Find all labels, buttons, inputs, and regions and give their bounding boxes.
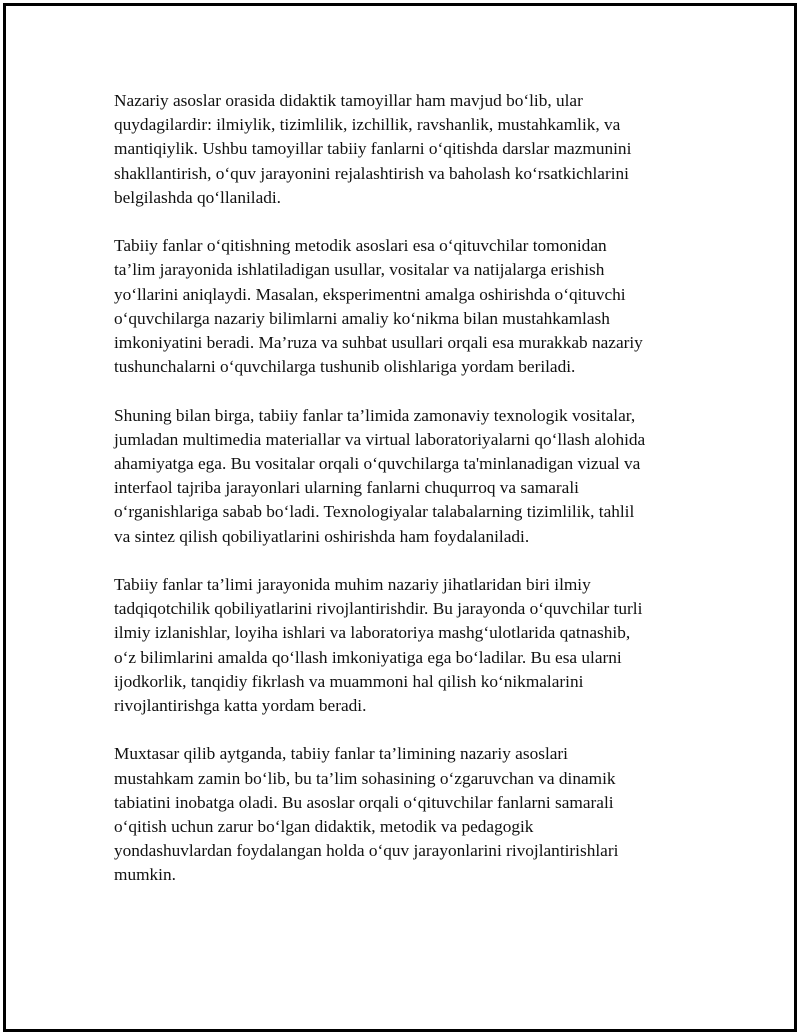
text-line: rivojlantirishga katta yordam beradi.	[114, 696, 367, 716]
text-line: mantiqiylik. Ushbu tamoyillar tabiiy fanlarni o‘qitishda darslar mazmunini	[114, 139, 632, 159]
paragraph-4	[114, 573, 714, 718]
text-line: ijodkorlik, tanqidiy fikrlash va muammoni hal qilish ko‘nikmalarini	[114, 671, 584, 691]
paragraph-2	[114, 234, 714, 379]
text-line: ilmiy izlanishlar, loyiha ishlari va laboratoriya mashg‘ulotlarida qatnashib,	[114, 623, 631, 643]
text-line: belgilashda qo‘llaniladi.	[114, 187, 282, 207]
text-line: tadqiqotchilik qobiliyatlarini rivojlantirishdir. Bu jarayonda o‘quvchilar turli	[114, 599, 643, 619]
text-line: shakllantirish, o‘quv jarayonini rejalashtirish va baholash ko‘rsatkichlarini	[114, 163, 629, 183]
paragraph-5	[114, 742, 714, 887]
text-line: o‘quvchilarga nazariy bilimlarni amaliy ko‘nikma bilan mustahkamlash	[114, 308, 610, 328]
document-body	[114, 89, 714, 912]
paragraph-1	[114, 89, 714, 210]
text-line: ahamiyatga ega. Bu vositalar orqali o‘quvchilarga ta'minlanadigan vizual va	[114, 454, 641, 474]
text-line: interfaol tajriba jarayonlari ularning fanlarni chuqurroq va samarali	[114, 478, 579, 498]
text-line: Muxtasar qilib aytganda, tabiiy fanlar ta’limining nazariy asoslari	[114, 744, 568, 764]
text-line: yo‘llarini aniqlaydi. Masalan, eksperimentni amalga oshirishda o‘qituvchi	[114, 284, 626, 304]
text-line: mustahkam zamin bo‘lib, bu ta’lim sohasining o‘zgaruvchan va dinamik	[114, 768, 616, 788]
paragraph-3	[114, 404, 714, 549]
text-line: Nazariy asoslar orasida didaktik tamoyillar ham mavjud bo‘lib, ular	[114, 91, 583, 110]
text-line: o‘rganishlariga sabab bo‘ladi. Texnologiyalar talabalarning tizimlilik, tahlil	[114, 502, 635, 522]
text-line: tushunchalarni o‘quvchilarga tushunib olishlariga yordam beriladi.	[114, 357, 576, 377]
text-line: jumladan multimedia materiallar va virtual laboratoriyalarni qo‘llash alohida	[114, 429, 646, 449]
text-line: ta’lim jarayonida ishlatiladigan usullar, vositalar va natijalarga erishish	[114, 260, 605, 280]
text-line: mumkin.	[114, 865, 176, 885]
text-line: imkoniyatini beradi. Ma’ruza va suhbat usullari orqali esa murakkab nazariy	[114, 333, 643, 353]
text-line: yondashuvlardan foydalangan holda o‘quv jarayonlarini rivojlantirishlari	[114, 841, 619, 861]
text-line: Shuning bilan birga, tabiiy fanlar ta’limida zamonaviy texnologik vositalar,	[114, 405, 636, 425]
text-line: Tabiiy fanlar o‘qitishning metodik asoslari esa o‘qituvchilar tomonidan	[114, 236, 607, 256]
text-line: quydagilardir: ilmiylik, tizimlilik, izchillik, ravshanlik, mustahkamlik, va	[114, 115, 621, 135]
text-line: Tabiiy fanlar ta’limi jarayonida muhim nazariy jihatlaridan biri ilmiy	[114, 575, 591, 595]
text-line: o‘z bilimlarini amalda qo‘llash imkoniyatiga ega bo‘ladilar. Bu esa ularni	[114, 647, 622, 667]
text-line: va sintez qilish qobiliyatlarini oshirishda ham foydalaniladi.	[114, 526, 530, 546]
text-line: tabiatini inobatga oladi. Bu asoslar orqali o‘qituvchilar fanlarni samarali	[114, 792, 614, 812]
text-line: o‘qitish uchun zarur bo‘lgan didaktik, metodik va pedagogik	[114, 817, 534, 837]
